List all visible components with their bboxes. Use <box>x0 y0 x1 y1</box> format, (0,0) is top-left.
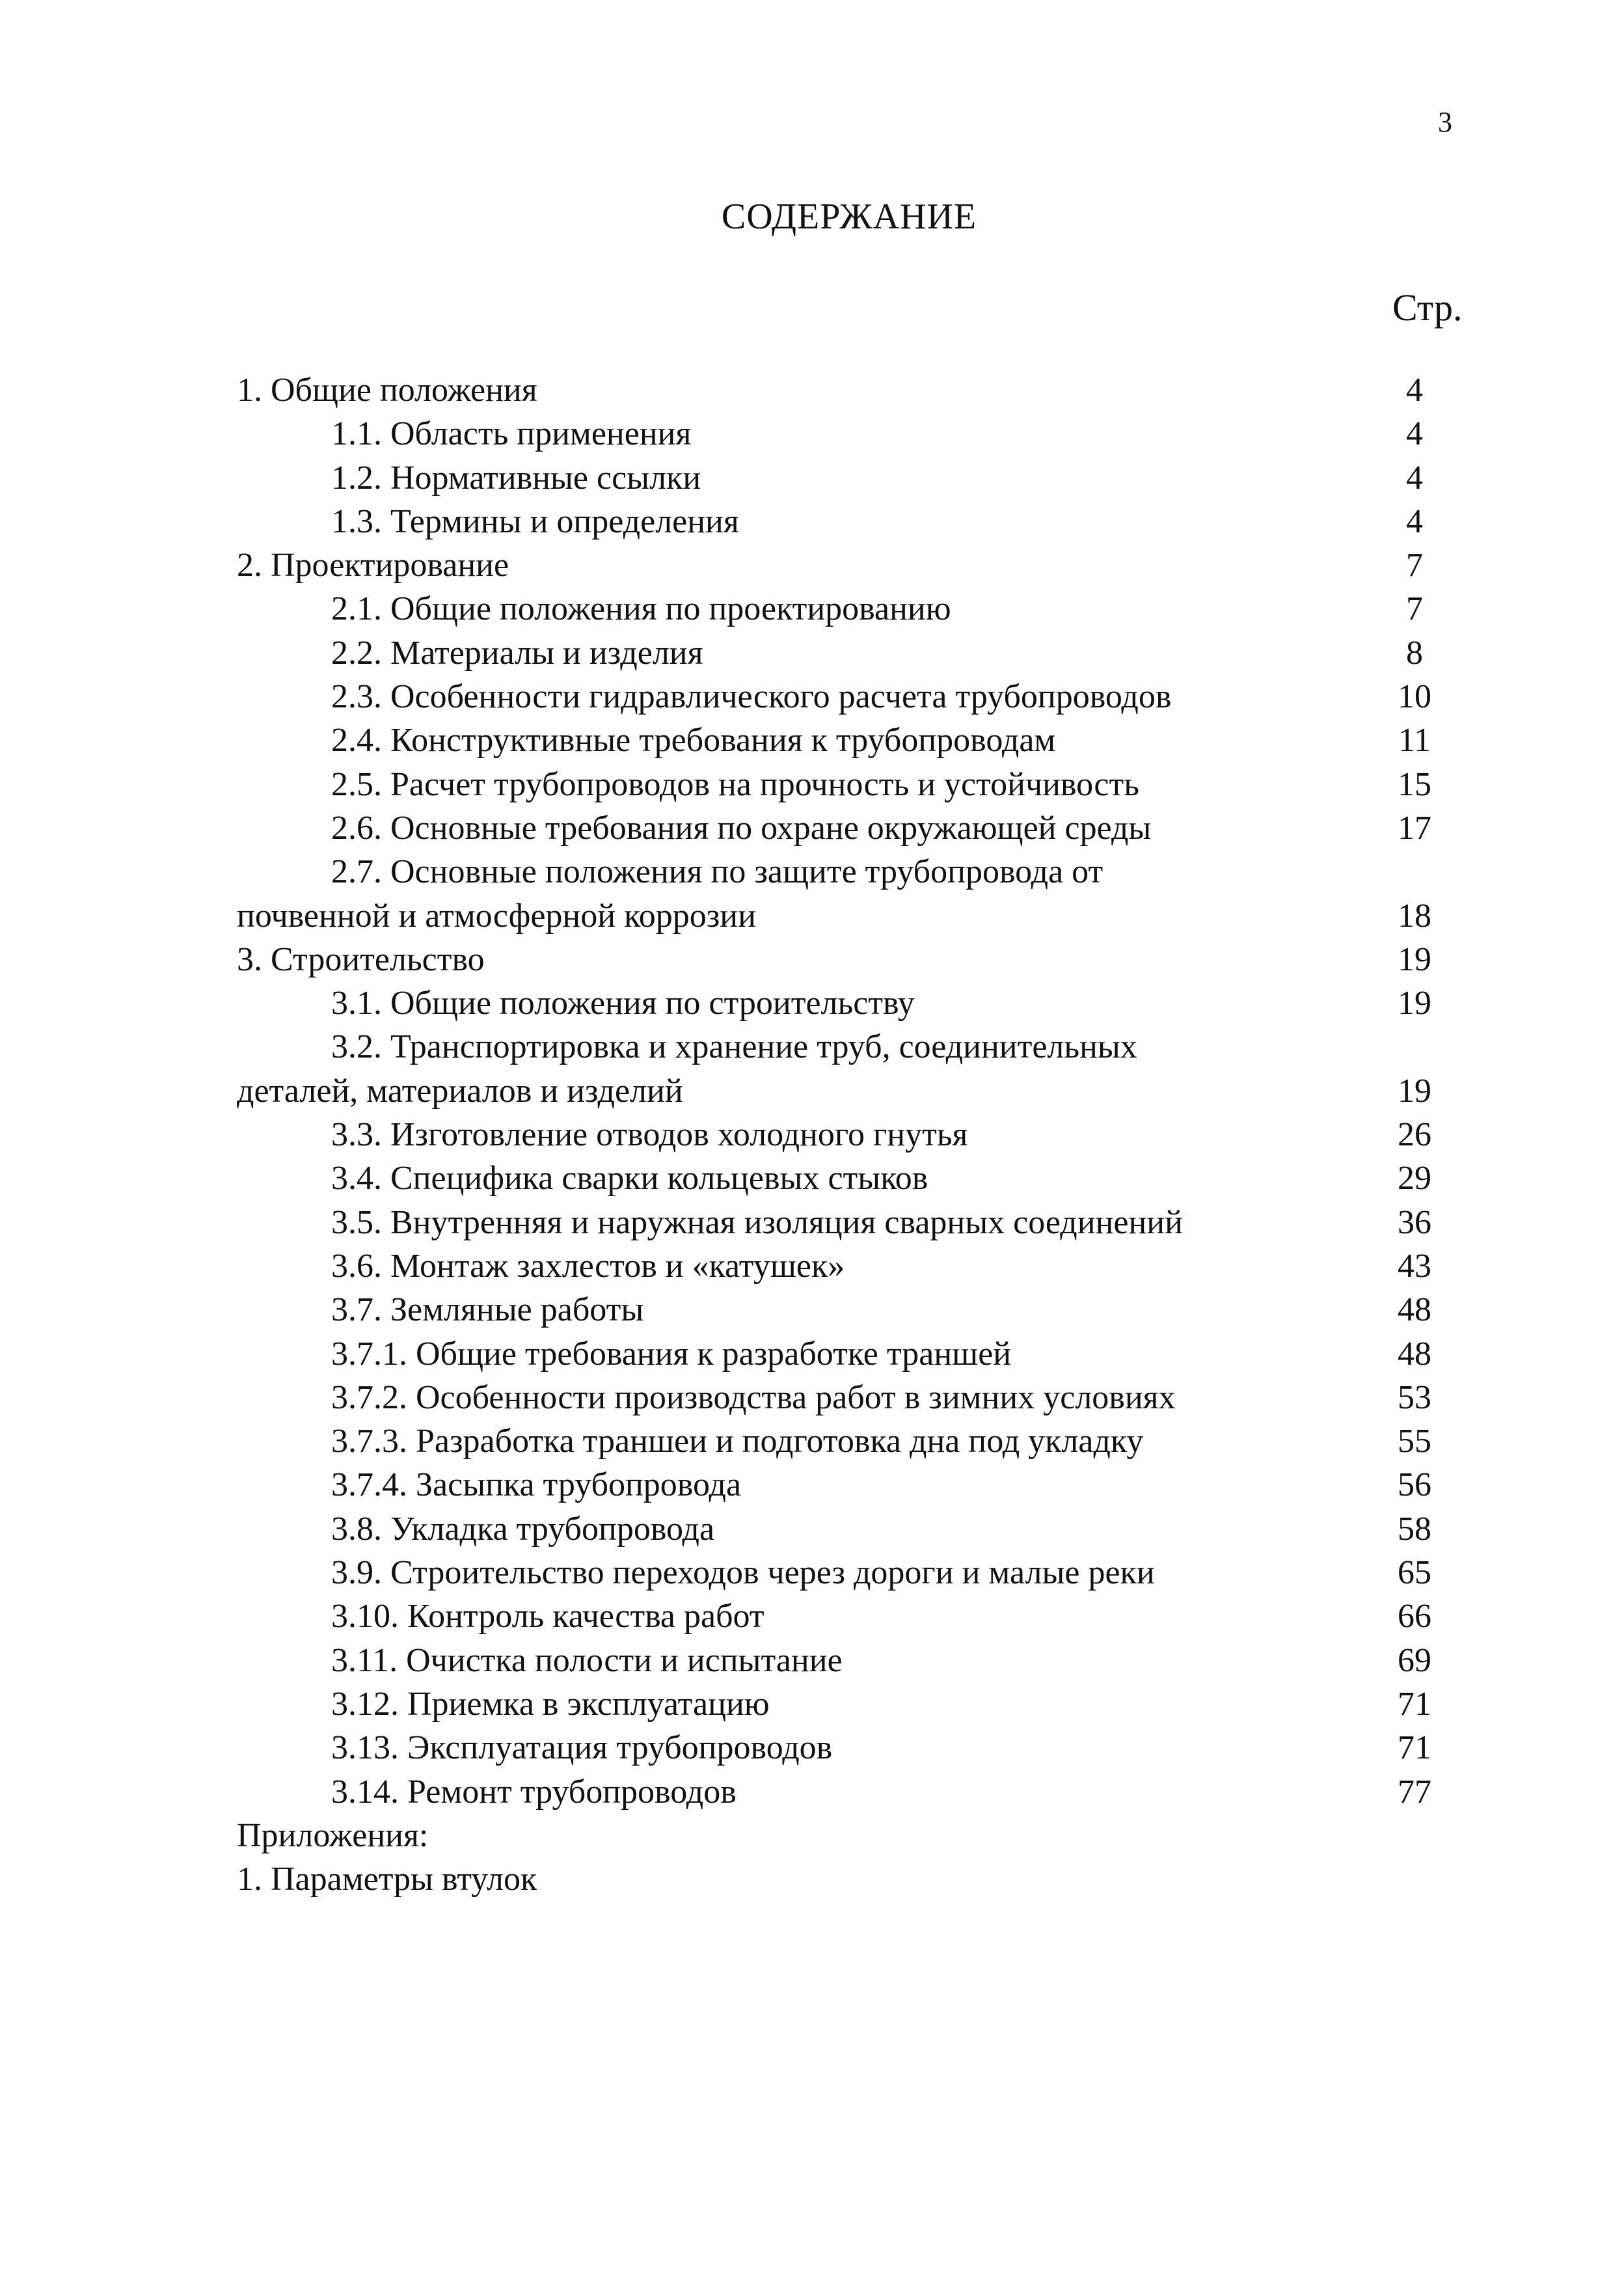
toc-entry-page: 26 <box>1398 1116 1431 1154</box>
toc-entry-page: 4 <box>1406 415 1423 453</box>
toc-entry-page: 77 <box>1398 1773 1431 1811</box>
toc-entry-title: 3.7. Земляные работы <box>331 1291 644 1329</box>
toc-entry <box>237 1244 1441 1288</box>
toc-entry-page: 19 <box>1398 940 1431 978</box>
toc-entry-title: 2.5. Расчет трубопроводов на прочность и устойчивость <box>331 765 1139 803</box>
toc-entry <box>237 368 1441 412</box>
toc-entry-title: 3.12. Приемка в эксплуатацию <box>331 1685 770 1723</box>
toc-entry <box>237 938 1441 981</box>
toc-entry-continuation <box>237 894 1441 938</box>
page-title: СОДЕРЖАНИЕ <box>721 197 977 237</box>
toc-entry-page: 29 <box>1398 1160 1431 1197</box>
toc-entry-page: 69 <box>1398 1641 1431 1679</box>
toc-entry-page: 10 <box>1398 678 1431 716</box>
toc-entry <box>237 456 1441 500</box>
toc-entry-title: 3. Строительство <box>237 940 485 978</box>
toc-entry <box>237 1857 1441 1901</box>
toc-entry <box>237 1156 1441 1200</box>
toc-entry-page: 4 <box>1406 502 1423 540</box>
toc-entry-title: 2.7. Основные положения по защите трубопровода от <box>331 853 1103 891</box>
toc-entry-title: 3.14. Ремонт трубопроводов <box>331 1773 737 1811</box>
toc-entry <box>237 1025 1441 1069</box>
toc-entry-title: 3.7.2. Особенности производства работ в зимних условиях <box>331 1378 1176 1416</box>
toc-entry-page: 4 <box>1406 372 1423 409</box>
toc-entry-page: 36 <box>1398 1203 1431 1241</box>
toc-entry-title: 3.1. Общие положения по строительству <box>331 985 915 1022</box>
toc-entry <box>237 543 1441 587</box>
toc-entry <box>237 1594 1441 1638</box>
toc-entry-page: 4 <box>1406 459 1423 497</box>
toc-entry-page: 66 <box>1398 1598 1431 1635</box>
toc-entry <box>237 1113 1441 1156</box>
toc-entry-page: 17 <box>1398 809 1431 847</box>
toc-entry <box>237 850 1441 894</box>
toc-entry-title: 3.7.4. Засыпка трубопровода <box>331 1466 742 1504</box>
toc-entry <box>237 1463 1441 1507</box>
toc-entry-page: 58 <box>1398 1510 1431 1548</box>
toc-entry-page: 55 <box>1398 1423 1431 1460</box>
toc-entry-title: 3.11. Очистка полости и испытание <box>331 1641 843 1679</box>
toc-entry-title: 3.5. Внутренняя и наружная изоляция сварных соединений <box>331 1203 1183 1241</box>
toc-entry-title: 3.7.3. Разработка траншеи и подготовка дна под укладку <box>331 1423 1144 1460</box>
toc-entry <box>237 1639 1441 1682</box>
toc-entry-page: 65 <box>1398 1554 1431 1592</box>
toc-entry-title: 2.1. Общие положения по проектированию <box>331 590 951 628</box>
toc-entry-page: 7 <box>1406 590 1423 628</box>
toc-entry-page: 11 <box>1398 722 1431 759</box>
toc-entry <box>237 1814 1441 1857</box>
toc-entry-title: 3.9. Строительство переходов через дороги и малые реки <box>331 1554 1155 1592</box>
toc-entry-page: 71 <box>1398 1729 1431 1767</box>
toc-entry-title: 2. Проектирование <box>237 547 509 584</box>
toc-entry <box>237 1507 1441 1551</box>
toc-entry <box>237 1376 1441 1419</box>
toc-entry <box>237 1682 1441 1726</box>
toc-entry <box>237 806 1441 850</box>
toc-entry-title: 2.4. Конструктивные требования к трубопроводам <box>331 722 1056 759</box>
toc-entry <box>237 718 1441 762</box>
toc-entry-page: 7 <box>1406 547 1423 584</box>
toc-entry-title: 1.2. Нормативные ссылки <box>331 459 701 497</box>
toc-entry <box>237 763 1441 806</box>
toc-entry <box>237 1288 1441 1332</box>
toc-entry-title: 3.2. Транспортировка и хранение труб, соединительных <box>331 1028 1137 1066</box>
toc-entry-continuation <box>237 1069 1441 1113</box>
toc-entry-title: почвенной и атмосферной коррозии <box>237 897 756 935</box>
toc-entry-title: 3.6. Монтаж захлестов и «катушек» <box>331 1247 845 1285</box>
toc-entry-title: 3.8. Укладка трубопровода <box>331 1510 715 1548</box>
toc-entry <box>237 500 1441 543</box>
toc-entry-title: 2.6. Основные требования по охране окружающей среды <box>331 809 1152 847</box>
toc-entry-title: Приложения: <box>237 1816 429 1854</box>
toc-entry <box>237 1726 1441 1770</box>
toc-entry <box>237 587 1441 631</box>
toc-entry-page: 48 <box>1398 1291 1431 1329</box>
toc-entry-title: деталей, материалов и изделий <box>237 1072 683 1110</box>
toc-entry-title: 1.3. Термины и определения <box>331 502 739 540</box>
toc-entry <box>237 412 1441 456</box>
toc-entry <box>237 631 1441 675</box>
toc-entry-title: 1. Общие положения <box>237 372 537 409</box>
toc-entry-title: 1.1. Область применения <box>331 415 692 453</box>
toc-entry-page: 8 <box>1406 634 1423 672</box>
toc-entry <box>237 1419 1441 1463</box>
toc-entry-title: 3.10. Контроль качества работ <box>331 1598 765 1635</box>
toc-entry-page: 43 <box>1398 1247 1431 1285</box>
toc-entry <box>237 1551 1441 1594</box>
page-number: 3 <box>1438 106 1452 138</box>
toc-entry-title: 3.4. Специфика сварки кольцевых стыков <box>331 1160 928 1197</box>
toc-entry <box>237 1332 1441 1376</box>
toc-entry-title: 3.3. Изготовление отводов холодного гнутья <box>331 1116 968 1154</box>
toc-entry-page: 53 <box>1398 1378 1431 1416</box>
toc-entry-title: 2.2. Материалы и изделия <box>331 634 703 672</box>
toc-entry <box>237 1201 1441 1244</box>
toc-entry-page: 71 <box>1398 1685 1431 1723</box>
toc-entry <box>237 1770 1441 1814</box>
page-column-header: Стр. <box>1392 286 1463 329</box>
toc-entry-page: 48 <box>1398 1335 1431 1373</box>
table-of-contents <box>237 368 1441 1901</box>
toc-entry-page: 19 <box>1398 1072 1431 1110</box>
toc-entry-title: 3.7.1. Общие требования к разработке траншей <box>331 1335 1012 1373</box>
toc-entry-page: 15 <box>1398 765 1431 803</box>
toc-entry-page: 18 <box>1398 897 1431 935</box>
toc-entry <box>237 981 1441 1025</box>
toc-entry-title: 1. Параметры втулок <box>237 1861 537 1898</box>
toc-entry-page: 56 <box>1398 1466 1431 1504</box>
toc-entry-title: 2.3. Особенности гидравлического расчета трубопроводов <box>331 678 1172 716</box>
toc-entry <box>237 675 1441 718</box>
toc-entry-title: 3.13. Эксплуатация трубопроводов <box>331 1729 833 1767</box>
toc-entry-page: 19 <box>1398 985 1431 1022</box>
